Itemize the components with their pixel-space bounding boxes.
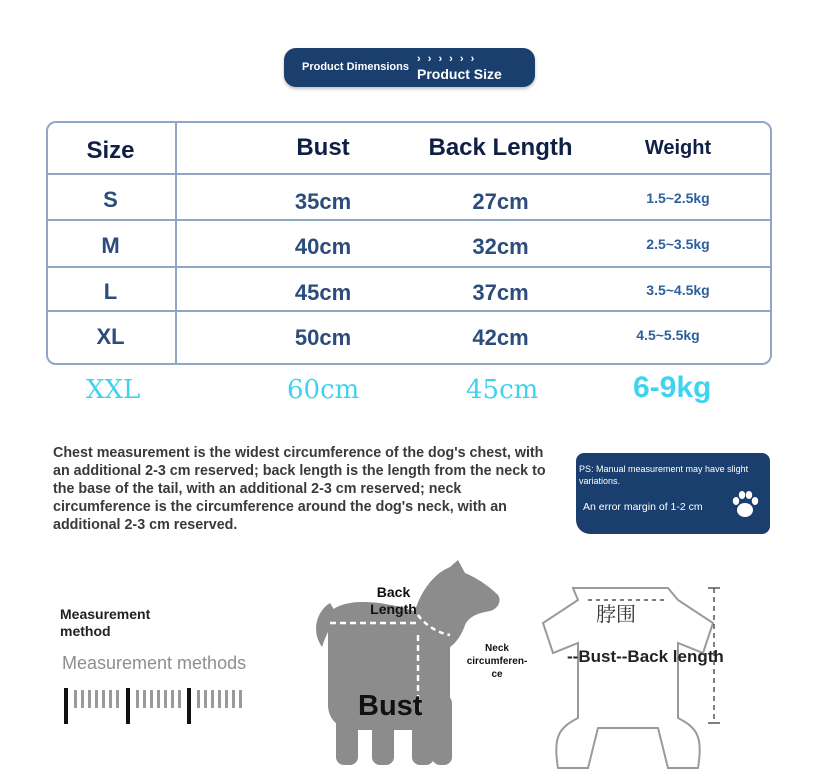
weight-cell: 3.5~4.5kg — [646, 282, 710, 298]
product-size-banner — [284, 48, 535, 87]
row-divider — [48, 310, 770, 312]
shirt-neck-label: 脖围 — [596, 602, 636, 626]
header-weight: Weight — [644, 137, 712, 159]
header-size: Size — [86, 137, 135, 164]
note-line1: PS: Manual measurement may have slight variations. — [579, 464, 749, 486]
measurement-methods-subtitle: Measurement methods — [62, 653, 247, 673]
dog-bust-label: Bust — [358, 690, 423, 722]
bust-cell: 35cm — [294, 189, 352, 214]
size-cell: L — [103, 279, 118, 304]
size-cell: XL — [96, 324, 125, 349]
size-cell: M — [101, 233, 120, 258]
back-length-cell: 32cm — [472, 234, 529, 259]
weight-xxl: 6-9kg — [633, 371, 712, 404]
row-divider — [48, 266, 770, 268]
chevrons-icon: › › › › › › — [417, 53, 477, 65]
measurement-description: Chest measurement is the widest circumference of the dog's chest, with an additional 2-3 cm reserved; back length is the length from the neck to the base of the tail, with an additional 2-3 cm reserved; neck circumference is the circumference around the dog's neck, with an additional 2-3 cm reserved. — [53, 445, 546, 533]
back-length-cell: 27cm — [472, 189, 529, 214]
weight-cell: 4.5~5.5kg — [636, 327, 700, 343]
row-divider — [48, 219, 770, 221]
banner-big-label: Product Size — [417, 66, 502, 82]
back-length-cell: 42cm — [472, 325, 529, 350]
back-length-cell: 37cm — [472, 280, 529, 305]
measurement-method-title: Measurement method — [60, 606, 151, 639]
header-back-length: Back Length — [428, 134, 573, 161]
ruler-icon — [60, 684, 260, 726]
size-xxl: XXL — [86, 375, 141, 405]
dog-back-length-label: Back Length — [370, 584, 417, 617]
shirt-bust-back-label: --Bust--Back length — [567, 647, 724, 666]
weight-cell: 2.5~3.5kg — [646, 236, 710, 252]
paw-icon — [728, 487, 762, 521]
weight-cell: 1.5~2.5kg — [646, 190, 710, 206]
size-table — [46, 121, 772, 365]
header-bust: Bust — [296, 134, 350, 161]
bust-xxl: 60cm — [287, 375, 360, 405]
bust-cell: 40cm — [294, 234, 352, 259]
column-divider — [175, 123, 177, 363]
bust-cell: 50cm — [294, 325, 352, 350]
dog-neck-label: Neck circumferen-ce — [466, 643, 528, 680]
back-length-xxl: 45cm — [466, 375, 539, 405]
note-line2: An error margin of 1-2 cm — [583, 501, 703, 513]
size-cell: S — [103, 187, 118, 212]
banner-small-label: Product Dimensions — [302, 61, 409, 73]
row-divider — [48, 173, 770, 175]
bust-cell: 45cm — [294, 280, 352, 305]
note-box — [576, 453, 770, 534]
